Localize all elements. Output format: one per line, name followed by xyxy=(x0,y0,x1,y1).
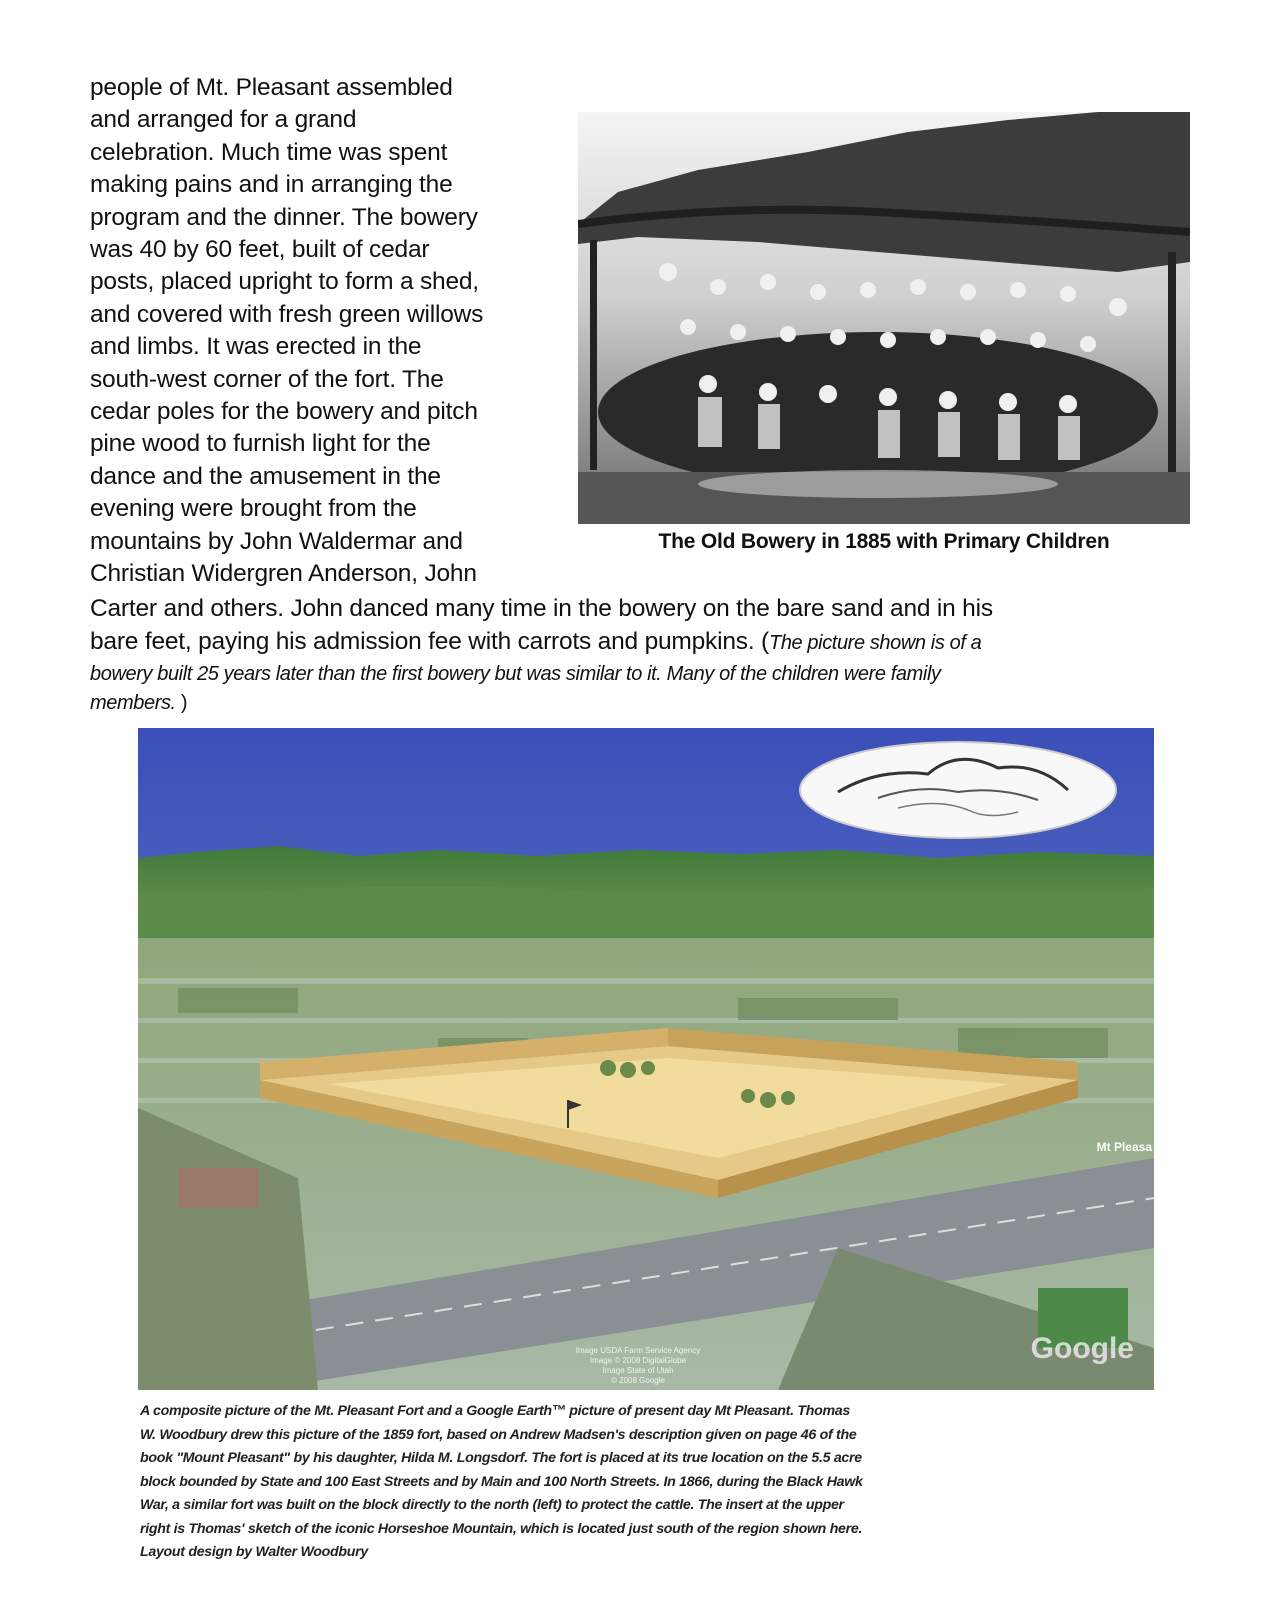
note-text: bowery built 25 years later than the first bowery but was similar to it. Many of the children were family xyxy=(90,663,941,685)
text-line: mountains by John Waldermar and xyxy=(90,527,463,555)
text-line: pine wood to furnish light for the xyxy=(90,430,431,458)
text-line: cedar poles for the bowery and pitch xyxy=(90,398,478,426)
caption-line: War, a similar fort was built on the block directly to the north (left) to protect the cattle. The insert at the upper xyxy=(140,1497,844,1513)
credit-line: Image © 2008 DigitalGlobe xyxy=(589,1356,687,1365)
fort-image-caption xyxy=(140,1400,1150,1565)
note-text: members. xyxy=(90,692,181,714)
text-line: evening were brought from the xyxy=(90,495,417,523)
text-line: and covered with fresh green willows xyxy=(90,300,484,328)
text-line: was 40 by 60 feet, built of cedar xyxy=(90,236,430,264)
map-place-label: Mt Pleasa xyxy=(1096,1140,1152,1154)
text-line xyxy=(90,625,1190,660)
caption-line: block bounded by State and 100 East Streets and by Main and 100 North Streets. In 1866, during the Black Hawk xyxy=(140,1473,863,1490)
imagery-credit xyxy=(528,1346,748,1386)
text-line: making pains and in arranging the xyxy=(90,171,453,199)
fort-composite-image xyxy=(138,728,1154,1390)
bowery-photo xyxy=(578,112,1190,524)
note-paren-open: ( xyxy=(761,628,770,655)
caption-line: W. Woodbury drew this picture of the 1859 fort, based on Andrew Madsen's description given on page 46 of the xyxy=(140,1426,857,1443)
google-logo: Google xyxy=(1030,1332,1134,1365)
text-line: Carter and others. John danced many time in the bowery on the bare sand and in his xyxy=(90,595,993,622)
text-line: south-west corner of the fort. The xyxy=(90,365,444,393)
credit-line: © 2008 Google xyxy=(611,1376,665,1385)
text-line: celebration. Much time was spent xyxy=(90,138,448,166)
text-line: dance and the amusement in the xyxy=(90,462,441,490)
credit-line: Image USDA Farm Service Agency xyxy=(575,1346,701,1355)
caption-line: Layout design by Walter Woodbury xyxy=(140,1544,368,1560)
note-text: The picture shown is of a xyxy=(769,632,982,654)
note-text-end xyxy=(90,689,1190,718)
text-line: program and the dinner. The bowery xyxy=(90,203,478,231)
caption-line: book "Mount Pleasant" by his daughter, Hilda M. Longsdorf. The fort is placed at its true location on the 5.5 acre xyxy=(140,1450,862,1466)
credit-line: Image State of Utah xyxy=(602,1366,674,1375)
caption-line: right is Thomas' sketch of the iconic Horseshoe Mountain, which is located just south of the region shown here. xyxy=(140,1520,863,1537)
note-paren-close: ) xyxy=(180,692,188,714)
text-line-content: bare feet, paying his admission fee with carrots and pumpkins. xyxy=(90,628,762,655)
continuation-text xyxy=(90,592,1190,718)
text-line: people of Mt. Pleasant assembled xyxy=(90,74,453,101)
text-line: Christian Widergren Anderson, John xyxy=(90,560,477,588)
bowery-photo-illustration xyxy=(578,112,1190,524)
text-line: and arranged for a grand xyxy=(90,106,357,134)
text-line: and limbs. It was erected in the xyxy=(90,333,422,361)
fort-composite-illustration xyxy=(138,728,1154,1390)
intro-text xyxy=(90,72,568,591)
caption-line: A composite picture of the Mt. Pleasant Fort and a Google Earth™ picture of present day Mt Pleasant. Thomas xyxy=(140,1403,850,1419)
text-line: posts, placed upright to form a shed, xyxy=(90,268,479,296)
bowery-photo-caption: The Old Bowery in 1885 with Primary Children xyxy=(658,530,1110,553)
